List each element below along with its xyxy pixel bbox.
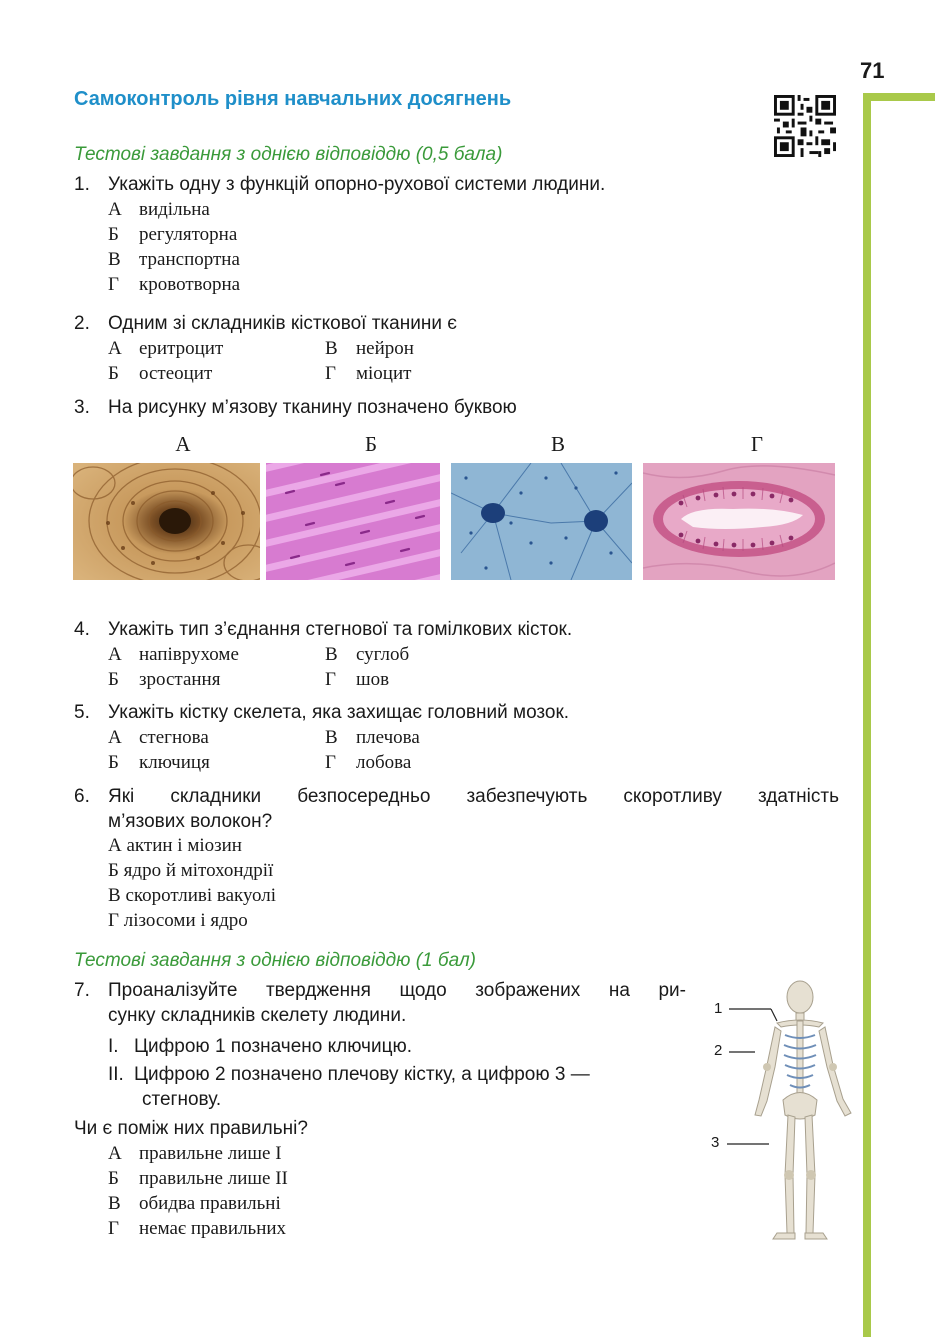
question-text: Одним зі складників кісткової тканини є	[108, 313, 457, 334]
option-6v: В скоротливі вакуолі	[108, 885, 277, 906]
question-number: 2.	[74, 313, 90, 334]
option-1b: Б регуляторна	[108, 224, 238, 245]
statement-2: II. Цифрою 2 позначено плечову кістку, а цифрою 3 — стегнову.	[108, 1064, 590, 1110]
option-1d: Г кровотворна	[108, 274, 241, 295]
question-1	[74, 172, 839, 197]
option-1c: В транспортна	[108, 249, 240, 270]
section-title: Самоконтроль рівня навчальних досягнень	[74, 88, 512, 110]
option-7b: Б правильне лише II	[108, 1168, 288, 1189]
option-7v: В обидва правильні	[108, 1193, 281, 1214]
question-3	[74, 395, 839, 420]
margin-bar	[863, 93, 871, 1337]
option-4g: Г шов	[325, 669, 390, 690]
question-text: Укажіть одну з функцій опорно-рухової системи людини.	[108, 174, 606, 195]
option-5a: А стегнова	[108, 727, 209, 748]
question-5	[74, 700, 839, 725]
question-4	[74, 617, 839, 642]
option-4b: Б зростання	[108, 669, 221, 690]
option-6b: Б ядро й мітохондрії	[108, 860, 274, 881]
option-2g: Г міоцит	[325, 363, 412, 384]
question-number: 6.	[74, 786, 90, 807]
question-number: 1.	[74, 174, 90, 195]
image-label-a: А	[175, 432, 191, 456]
skeleton-label-2: 2	[714, 1042, 723, 1059]
question-text: На рисунку м’язову тканину позначено буквою	[108, 397, 517, 418]
option-2a: А еритроцит	[108, 338, 224, 359]
option-5v: В плечова	[325, 727, 420, 748]
option-7a: А правильне лише I	[108, 1143, 282, 1164]
question-number: 7.	[74, 980, 90, 1001]
option-5g: Г лобова	[325, 752, 412, 773]
option-6g: Г лізосоми і ядро	[108, 910, 248, 931]
subsection-half-point: Тестові завдання з однією відповіддю (0,5 бала)	[74, 144, 503, 165]
muscle-tissue-image	[266, 463, 440, 580]
skeleton-label-1: 1	[714, 1000, 723, 1017]
option-2v: В нейрон	[325, 338, 414, 359]
option-4a: А напіврухоме	[108, 644, 239, 665]
question-2	[74, 311, 839, 336]
bone-tissue-image	[73, 463, 260, 580]
image-label-b: Б	[364, 432, 378, 456]
epithelial-tissue-image	[643, 463, 835, 580]
question-text: Укажіть кістку скелета, яка захищає головний мозок.	[108, 702, 570, 723]
question-text-line1: Проаналізуйте твердження щодо зображених на ри-	[108, 980, 686, 1001]
question-7-prompt: Чи є поміж них правильні?	[74, 1118, 308, 1139]
question-text-line2: м’язових волокон?	[108, 811, 273, 832]
question-6	[74, 784, 839, 834]
option-6a: А актин і міозин	[108, 835, 242, 856]
question-number: 3.	[74, 397, 90, 418]
option-2b: Б остеоцит	[108, 363, 213, 384]
qr-code-icon	[774, 95, 836, 157]
option-4v: В суглоб	[325, 644, 410, 665]
image-label-v: В	[550, 432, 565, 456]
option-7g: Г немає правильних	[108, 1218, 287, 1239]
nervous-tissue-image	[451, 463, 632, 580]
page-number: 71	[860, 58, 885, 83]
skeleton-label-3: 3	[711, 1134, 720, 1151]
skeleton-figure	[715, 975, 860, 1245]
margin-bar-top	[863, 93, 935, 101]
image-label-g: Г	[750, 432, 764, 456]
question-7	[74, 978, 686, 1028]
question-text-line2: сунку складників скелету людини.	[108, 1005, 407, 1026]
question-number: 5.	[74, 702, 90, 723]
question-number: 4.	[74, 619, 90, 640]
option-1a: А видільна	[108, 199, 210, 220]
question-text: Укажіть тип з’єднання стегнової та гомілкових кісток.	[108, 619, 573, 640]
option-5b: Б ключиця	[108, 752, 210, 773]
subsection-one-point: Тестові завдання з однією відповіддю (1 бал)	[74, 950, 476, 971]
statement-1: I. Цифрою 1 позначено ключицю.	[108, 1036, 412, 1057]
question-text-line1: Які складники безпосередньо забезпечують скоротливу здатність	[108, 786, 839, 807]
